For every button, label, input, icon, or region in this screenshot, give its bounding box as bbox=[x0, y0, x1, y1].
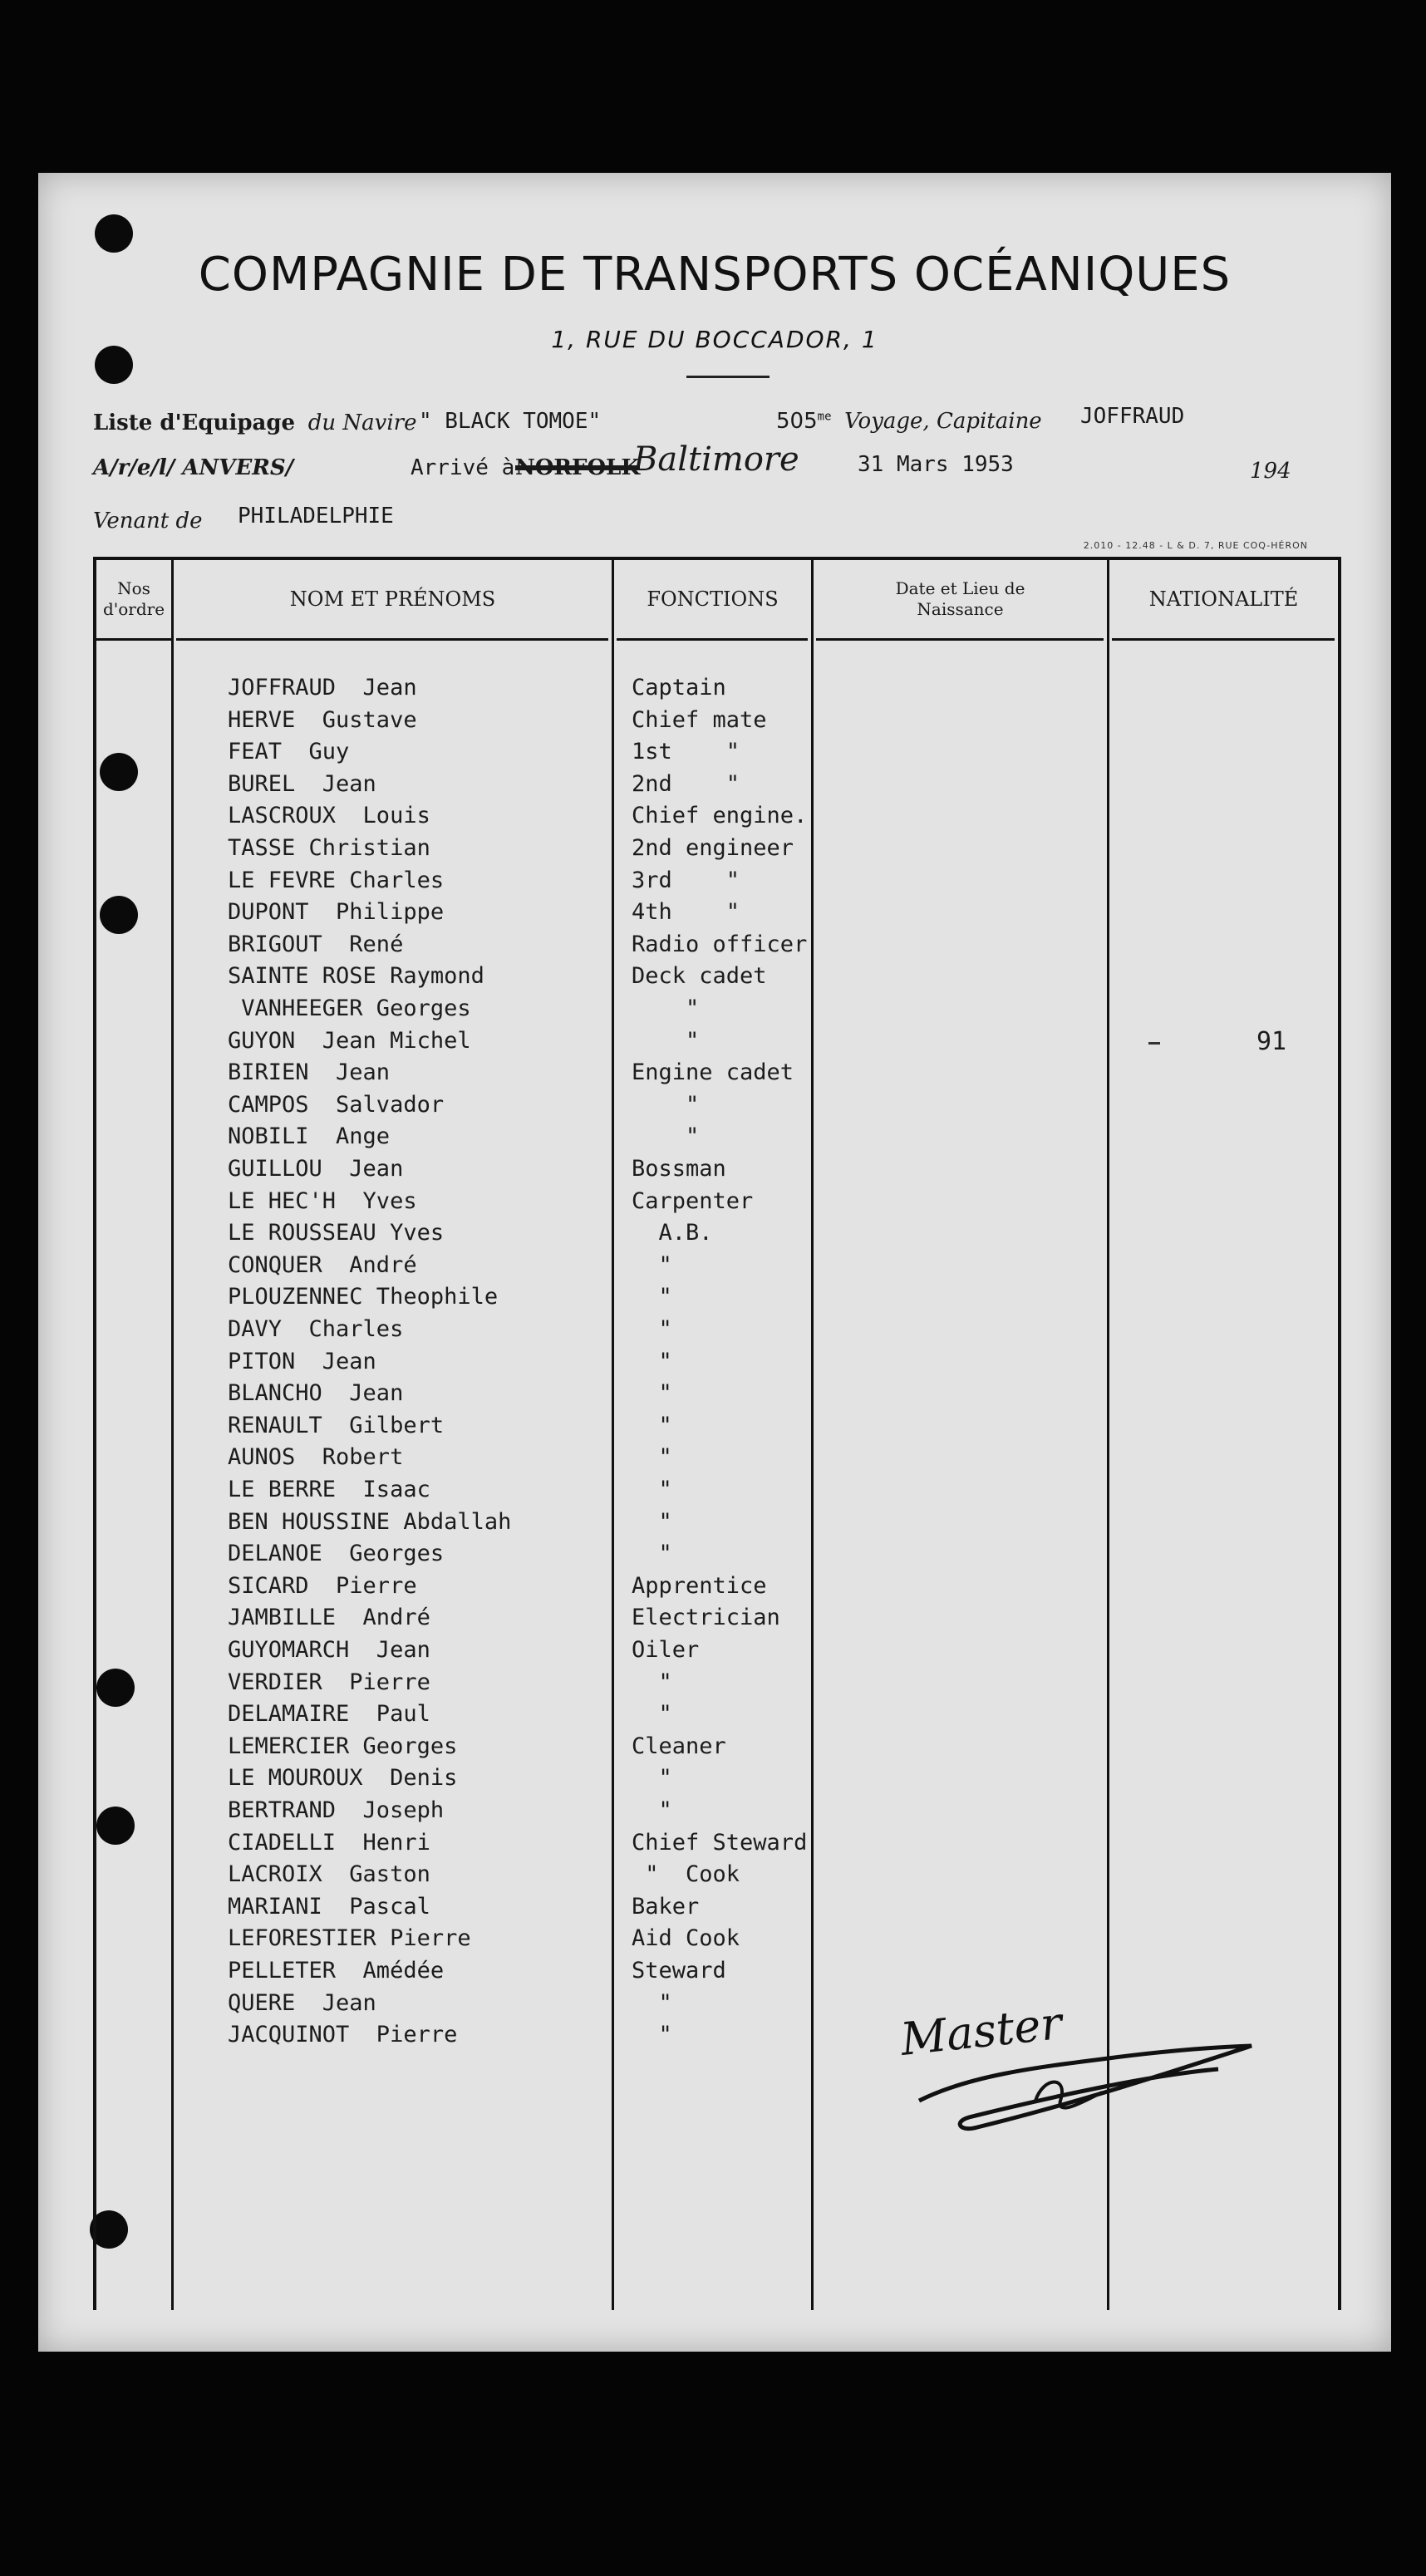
table-row bbox=[96, 1156, 1338, 1187]
origin-port: PHILADELPHIE bbox=[238, 504, 394, 528]
table-row bbox=[96, 1541, 1338, 1572]
arrival-port: Baltimore bbox=[633, 440, 799, 479]
crew-name: CAMPOS Salvador bbox=[228, 1091, 445, 1118]
crew-name: NOBILI Ange bbox=[228, 1123, 391, 1150]
crew-function: Engine cadet bbox=[632, 1059, 794, 1086]
crew-function: " bbox=[632, 1091, 700, 1118]
label-venant-de: Venant de bbox=[93, 509, 203, 533]
crew-name: CONQUER André bbox=[228, 1251, 417, 1278]
crew-name: LEFORESTIER Pierre bbox=[228, 1925, 471, 1952]
crew-name: LACROIX Gaston bbox=[228, 1861, 430, 1888]
header-rule bbox=[617, 638, 808, 641]
crew-name: CIADELLI Henri bbox=[228, 1829, 430, 1856]
table-row bbox=[96, 1477, 1338, 1508]
crew-function: " bbox=[632, 1348, 672, 1374]
crew-name: VANHEEGER Georges bbox=[228, 995, 471, 1021]
table-row bbox=[96, 1380, 1338, 1412]
table-row bbox=[96, 1830, 1338, 1861]
crew-name: BIRIEN Jean bbox=[228, 1059, 391, 1086]
crew-function: Bossman bbox=[632, 1156, 726, 1182]
crew-name: TASSE Christian bbox=[228, 835, 430, 861]
document-sheet bbox=[38, 173, 1391, 2352]
table-row bbox=[96, 868, 1338, 899]
table-row bbox=[96, 1059, 1338, 1091]
crew-name: MARIANI Pascal bbox=[228, 1893, 430, 1920]
table-row bbox=[96, 803, 1338, 834]
crew-function: Captain bbox=[632, 675, 726, 701]
crew-function: " bbox=[632, 1765, 672, 1792]
crew-function: Steward bbox=[632, 1958, 726, 1984]
nationality-dash bbox=[1148, 1042, 1160, 1045]
table-row bbox=[96, 1188, 1338, 1220]
crew-function: Cleaner bbox=[632, 1733, 726, 1759]
table-row bbox=[96, 1413, 1338, 1444]
table-row bbox=[96, 963, 1338, 995]
crew-name: GUILLOU Jean bbox=[228, 1156, 404, 1182]
crew-name: LE ROUSSEAU Yves bbox=[228, 1220, 445, 1246]
header-rule bbox=[1112, 638, 1335, 641]
crew-name: JOFFRAUD Jean bbox=[228, 675, 417, 701]
crew-name: LEMERCIER Georges bbox=[228, 1733, 458, 1759]
crew-name: LE HEC'H Yves bbox=[228, 1187, 417, 1214]
crew-function: Chief mate bbox=[632, 706, 767, 733]
crew-function: " bbox=[632, 1701, 672, 1728]
crew-name: GUYON Jean Michel bbox=[228, 1027, 471, 1054]
crew-function: Electrician bbox=[632, 1605, 780, 1631]
table-row bbox=[96, 1509, 1338, 1541]
crew-name: DELANOE Georges bbox=[228, 1541, 445, 1567]
arrival-date: 31 Mars 1953 bbox=[858, 452, 1014, 477]
year-print: 194 bbox=[1250, 459, 1291, 484]
crew-function: Apprentice bbox=[632, 1572, 767, 1599]
table-row bbox=[96, 1092, 1338, 1123]
voyage-number: 505 bbox=[776, 409, 818, 434]
table-row bbox=[96, 1765, 1338, 1797]
table-row bbox=[96, 1220, 1338, 1251]
crew-function: " bbox=[632, 1123, 700, 1150]
struck-port: NORFOLK bbox=[515, 455, 641, 480]
crew-function: Chief Steward bbox=[632, 1829, 808, 1856]
company-address: 1, RUE DU BOCCADOR, 1 bbox=[551, 326, 878, 353]
table-row bbox=[96, 899, 1338, 931]
crew-name: PLOUZENNEC Theophile bbox=[228, 1284, 499, 1310]
table-row bbox=[96, 675, 1338, 706]
table-row bbox=[96, 707, 1338, 739]
table-row bbox=[96, 1284, 1338, 1315]
crew-function: " bbox=[632, 1477, 672, 1502]
crew-name: FEAT Guy bbox=[228, 739, 350, 765]
crew-function: " bbox=[632, 995, 700, 1021]
header-order: Nos d'ordre bbox=[102, 578, 165, 619]
ship-name: " BLACK TOMOE" bbox=[419, 409, 602, 434]
crew-name: PITON Jean bbox=[228, 1348, 376, 1374]
crew-function: " bbox=[632, 1541, 672, 1567]
table-row bbox=[96, 1701, 1338, 1733]
crew-name: LE BERRE Isaac bbox=[228, 1477, 430, 1502]
crew-function: Carpenter bbox=[632, 1187, 754, 1214]
table-row bbox=[96, 1605, 1338, 1636]
crew-function: " bbox=[632, 1380, 672, 1407]
voyage-line bbox=[776, 409, 1042, 434]
header-birth: Date et Lieu de Naissance bbox=[895, 578, 1025, 619]
crew-function: 3rd " bbox=[632, 867, 740, 893]
table-row bbox=[96, 1797, 1338, 1829]
crew-name: JAMBILLE André bbox=[228, 1605, 430, 1631]
crew-function: Baker bbox=[632, 1893, 700, 1920]
crew-function: 1st " bbox=[632, 739, 740, 765]
table-row bbox=[96, 1349, 1338, 1380]
header-name: NOM ET PRÉNOMS bbox=[289, 587, 496, 611]
crew-name: GUYOMARCH Jean bbox=[228, 1637, 430, 1663]
crew-function: " bbox=[632, 1797, 672, 1823]
crew-function: Oiler bbox=[632, 1637, 700, 1663]
crew-name: AUNOS Robert bbox=[228, 1444, 404, 1471]
crew-function: 2nd engineer bbox=[632, 835, 794, 861]
label-arrive: Arrivé à bbox=[411, 455, 515, 480]
crew-name: PELLETER Amédée bbox=[228, 1958, 445, 1984]
table-row bbox=[96, 1316, 1338, 1348]
header-rule bbox=[816, 638, 1104, 641]
table-row bbox=[96, 771, 1338, 803]
crew-name: DELAMAIRE Paul bbox=[228, 1701, 430, 1728]
header-rule bbox=[176, 638, 608, 641]
signature bbox=[869, 1976, 1268, 2159]
captain-name: JOFFRAUD bbox=[1080, 404, 1185, 429]
crew-function: " bbox=[632, 1989, 672, 2016]
label-voyage-capitaine: Voyage, Capitaine bbox=[844, 409, 1042, 434]
crew-function: " Cook bbox=[632, 1861, 740, 1888]
crew-function: 2nd " bbox=[632, 770, 740, 797]
crew-name: SAINTE ROSE Raymond bbox=[228, 963, 484, 990]
table-row bbox=[96, 1894, 1338, 1925]
crew-name: HERVE Gustave bbox=[228, 706, 417, 733]
table-row bbox=[96, 739, 1338, 770]
crew-name: RENAULT Gilbert bbox=[228, 1412, 445, 1438]
crew-name: SICARD Pierre bbox=[228, 1572, 417, 1599]
crew-function: " bbox=[632, 1508, 672, 1535]
crew-function: Chief engine. bbox=[632, 803, 808, 829]
crew-name: BERTRAND Joseph bbox=[228, 1797, 445, 1823]
table-row bbox=[96, 1637, 1338, 1669]
table-row bbox=[96, 1444, 1338, 1476]
crew-list-line bbox=[93, 410, 416, 435]
crew-name: VERDIER Pierre bbox=[228, 1669, 430, 1695]
crew-name: LE FEVRE Charles bbox=[228, 867, 445, 893]
table-row bbox=[96, 1252, 1338, 1284]
signature-text: Master bbox=[897, 1996, 1065, 2066]
header-nationality: NATIONALITÉ bbox=[1148, 587, 1299, 611]
crew-function: Radio officer bbox=[632, 931, 808, 957]
crew-function: " bbox=[632, 1316, 672, 1342]
crew-name: DAVY Charles bbox=[228, 1316, 404, 1342]
nationality-mark: 91 bbox=[1256, 1027, 1287, 1056]
table-row bbox=[96, 932, 1338, 963]
crew-function: Aid Cook bbox=[632, 1925, 740, 1952]
table-row bbox=[96, 1925, 1338, 1957]
crew-function: " bbox=[632, 1412, 672, 1438]
company-name: COMPAGNIE DE TRANSPORTS OCÉANIQUES bbox=[198, 248, 1232, 302]
label-liste: Liste d'Equipage bbox=[93, 410, 296, 435]
arrival-line bbox=[93, 455, 293, 480]
crew-function: " bbox=[632, 2022, 672, 2048]
crew-function: Deck cadet bbox=[632, 963, 767, 990]
crew-function: 4th " bbox=[632, 899, 740, 926]
departure-prefix: A/r/e/l/ ANVERS/ bbox=[93, 455, 294, 480]
divider bbox=[686, 376, 770, 378]
crew-name: BRIGOUT René bbox=[228, 931, 404, 957]
header-function: FONCTIONS bbox=[647, 587, 779, 611]
printer-mark: 2.010 - 12.48 - L & D. 7, RUE COQ-HÉRON bbox=[1083, 540, 1308, 551]
table-row bbox=[96, 835, 1338, 867]
table-row bbox=[96, 1733, 1338, 1765]
crew-function: " bbox=[632, 1027, 700, 1054]
crew-name: JACQUINOT Pierre bbox=[228, 2022, 458, 2048]
crew-name: DUPONT Philippe bbox=[228, 899, 445, 926]
crew-function: " bbox=[632, 1284, 672, 1310]
crew-function: " bbox=[632, 1444, 672, 1471]
crew-function: A.B. bbox=[632, 1220, 713, 1246]
table-row bbox=[96, 995, 1338, 1027]
crew-name: BLANCHO Jean bbox=[228, 1380, 404, 1407]
crew-function: " bbox=[632, 1251, 672, 1278]
crew-name: LE MOUROUX Denis bbox=[228, 1765, 458, 1792]
crew-name: LASCROUX Louis bbox=[228, 803, 430, 829]
crew-name: BEN HOUSSINE Abdallah bbox=[228, 1508, 512, 1535]
header-rule bbox=[96, 638, 171, 641]
crew-name: BUREL Jean bbox=[228, 770, 376, 797]
crew-name: QUERE Jean bbox=[228, 1989, 376, 2016]
table-row bbox=[96, 1861, 1338, 1893]
table-row bbox=[96, 1669, 1338, 1701]
crew-function: " bbox=[632, 1669, 672, 1695]
table-row bbox=[96, 1123, 1338, 1155]
table-row bbox=[96, 1573, 1338, 1605]
voyage-sup: me bbox=[817, 410, 832, 424]
label-du-navire: du Navire bbox=[307, 410, 417, 435]
